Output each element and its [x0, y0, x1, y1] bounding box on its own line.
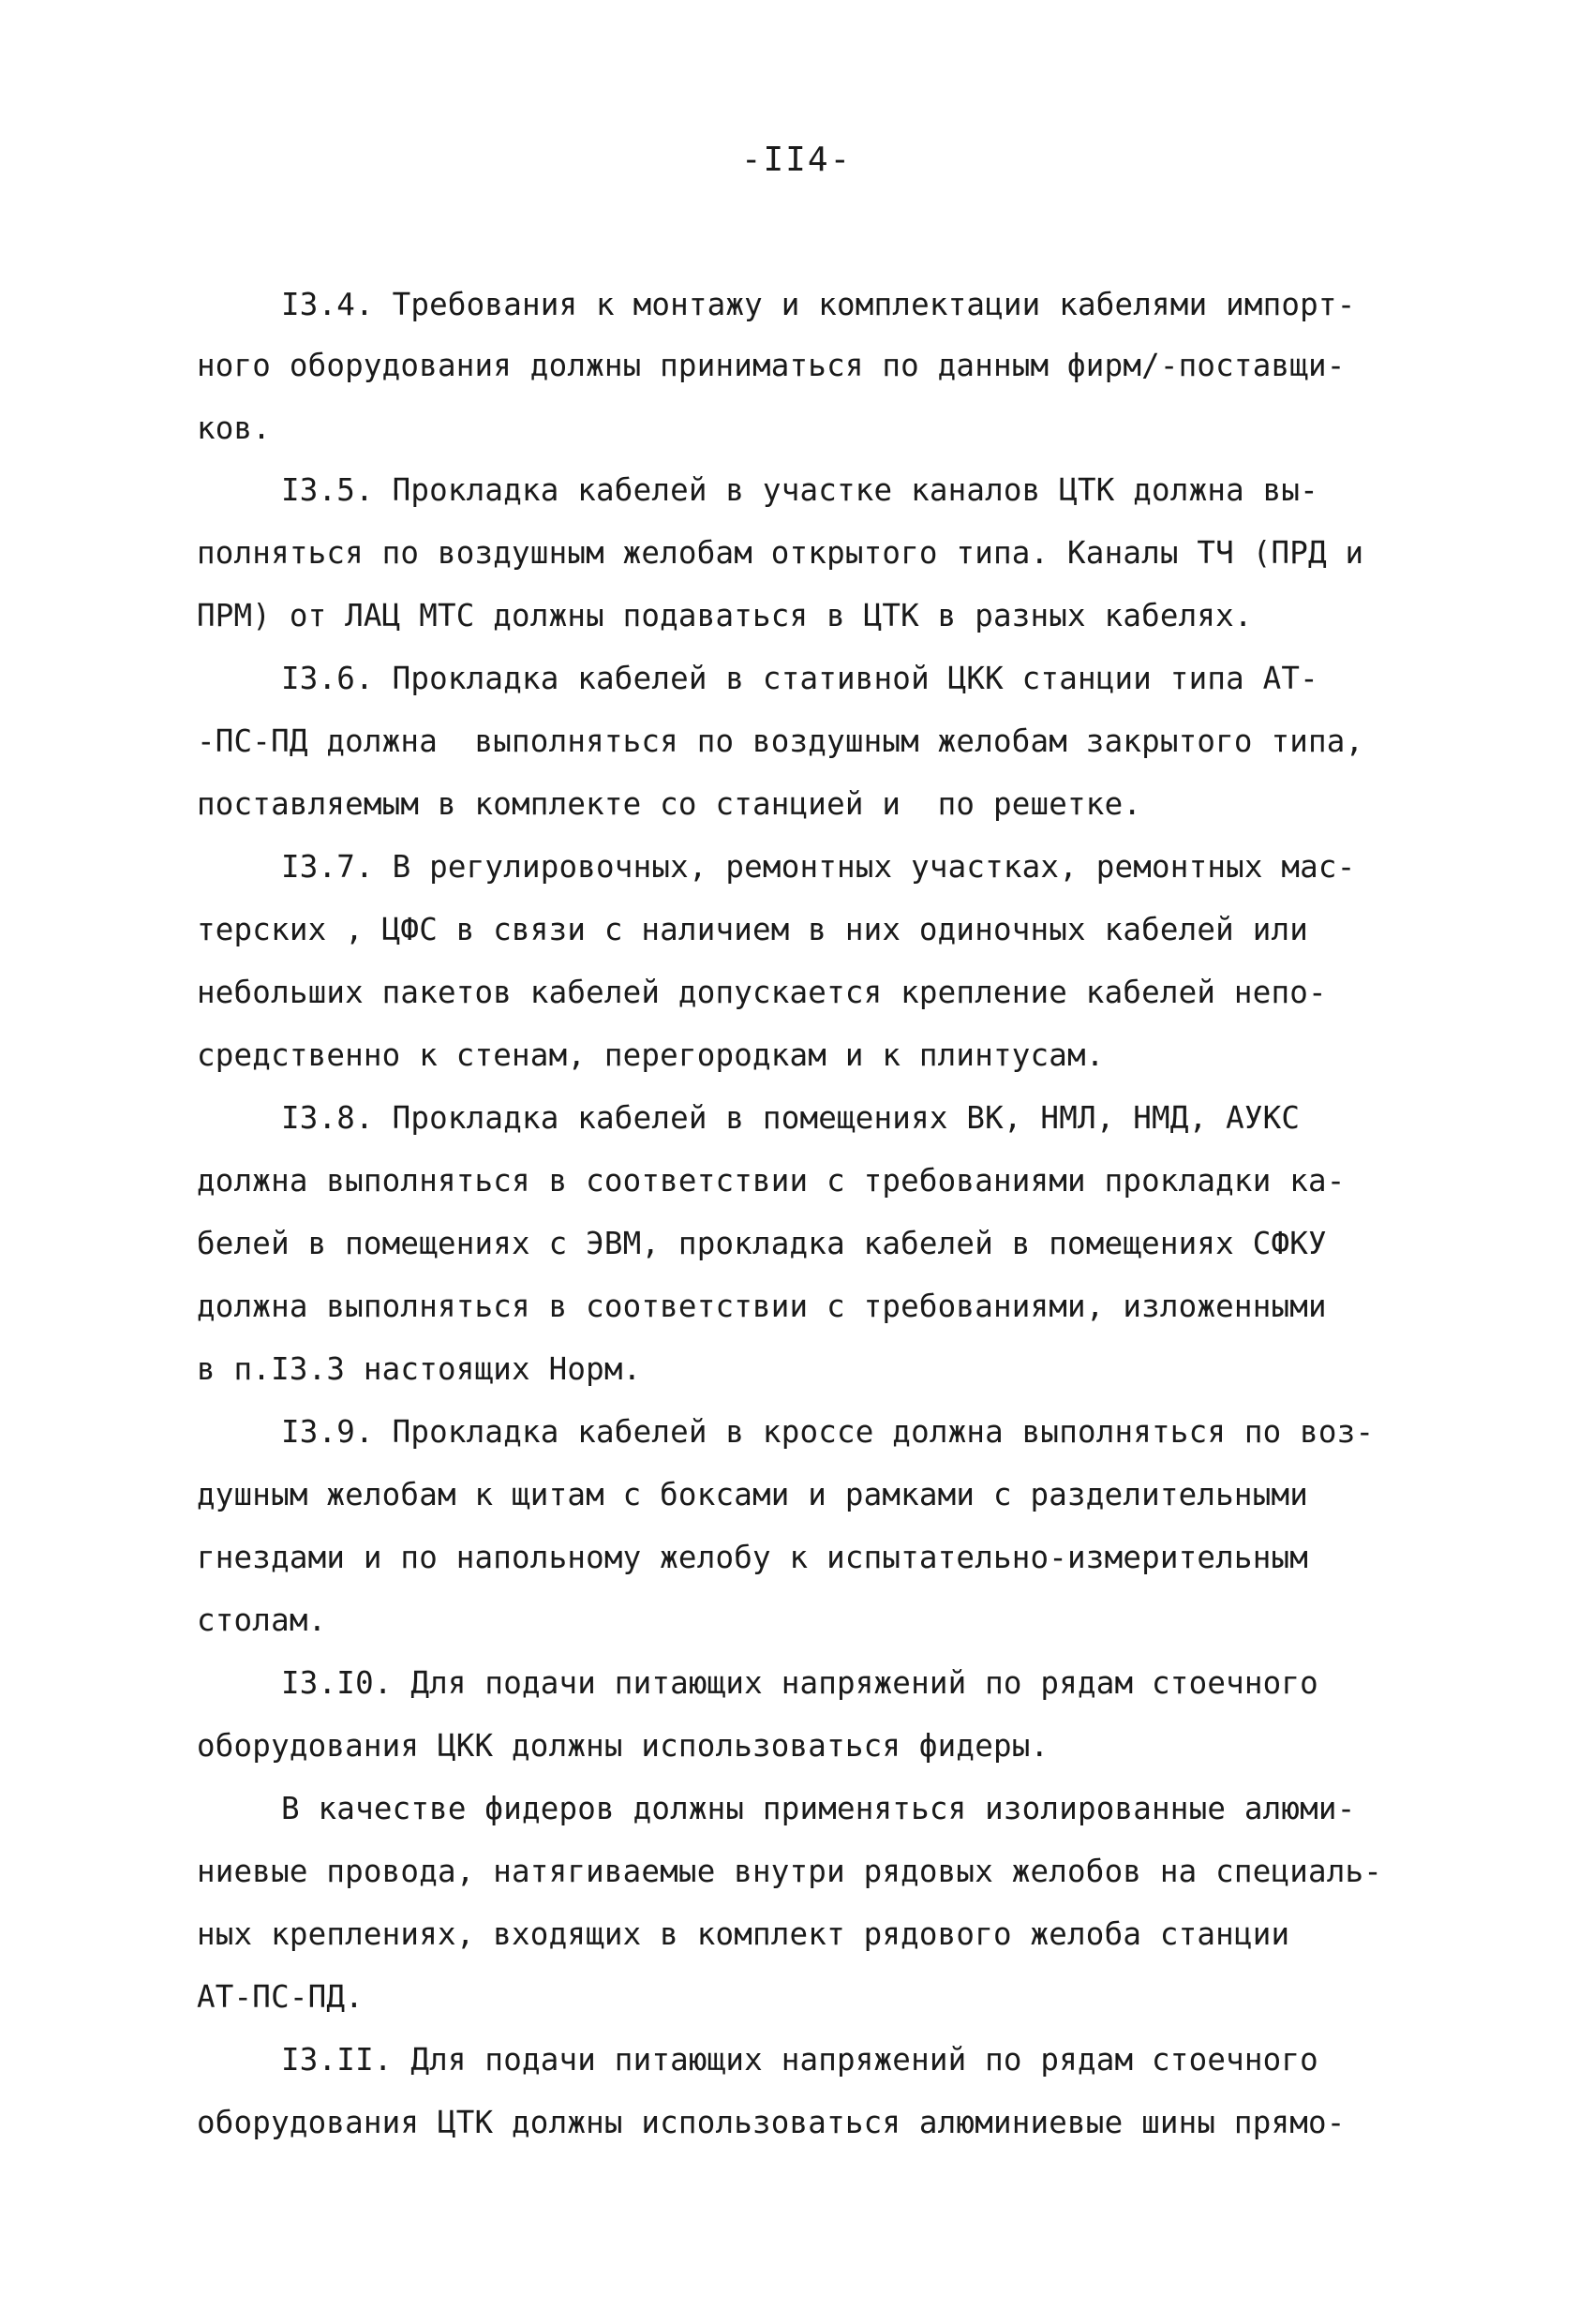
- text-line: ных креплениях, входящих в комплект рядового желоба станции: [197, 1916, 1290, 1952]
- text-line: ков.: [197, 410, 272, 446]
- text-line: гнездами и по напольному желобу к испытательно-измерительным: [197, 1540, 1308, 1575]
- page-number: -II4-: [740, 141, 853, 179]
- text-line: I3.5. Прокладка кабелей в участке каналов ЦТК должна вы-: [281, 472, 1318, 508]
- text-line: ного оборудования должны приниматься по данным фирм/-поставщи-: [197, 348, 1346, 383]
- text-line: -ПС-ПД должна выполняться по воздушным желобам закрытого типа,: [197, 723, 1364, 759]
- text-line: АТ-ПС-ПД.: [197, 1979, 364, 2015]
- text-line: средственно к стенам, перегородкам и к плинтусам.: [197, 1037, 1105, 1073]
- text-line: полняться по воздушным желобам открытого типа. Каналы ТЧ (ПРД и: [197, 535, 1364, 571]
- text-line: I3.I0. Для подачи питающих напряжений по рядам стоечного: [281, 1665, 1318, 1701]
- text-line: I3.9. Прокладка кабелей в кроссе должна выполняться по воз-: [281, 1414, 1375, 1450]
- text-line: должна выполняться в соответствии с требованиями прокладки ка-: [197, 1163, 1346, 1199]
- text-line: поставляемым в комплекте со станцией и по решетке.: [197, 786, 1142, 822]
- text-line: I3.8. Прокладка кабелей в помещениях ВК, НМЛ, НМД, АУКС: [281, 1100, 1301, 1136]
- text-line: I3.II. Для подачи питающих напряжений по рядам стоечного: [281, 2042, 1318, 2078]
- text-line: небольших пакетов кабелей допускается крепление кабелей непо-: [197, 975, 1327, 1010]
- text-line: ПРМ) от ЛАЦ МТС должны подаваться в ЦТК в разных кабелях.: [197, 598, 1253, 633]
- text-line: I3.4. Требования к монтажу и комплектации кабелями импорт-: [281, 287, 1356, 322]
- text-line: белей в помещениях с ЭВМ, прокладка кабелей в помещениях СФКУ: [197, 1226, 1327, 1261]
- text-line: оборудования ЦКК должны использоваться фидеры.: [197, 1728, 1050, 1764]
- text-line: в п.I3.3 настоящих Норм.: [197, 1351, 642, 1387]
- text-line: В качестве фидеров должны применяться изолированные алюми-: [281, 1791, 1356, 1826]
- text-line: душным желобам к щитам с боксами и рамками с разделительными: [197, 1477, 1308, 1512]
- text-line: терских , ЦФС в связи с наличием в них одиночных кабелей или: [197, 912, 1308, 947]
- text-line: оборудования ЦТК должны использоваться алюминиевые шины прямо-: [197, 2105, 1346, 2140]
- text-line: должна выполняться в соответствии с требованиями, изложенными: [197, 1289, 1327, 1324]
- text-line: I3.6. Прокладка кабелей в стативной ЦКК станции типа АТ-: [281, 661, 1318, 696]
- text-line: столам.: [197, 1602, 327, 1638]
- text-line: I3.7. В регулировочных, ремонтных участках, ремонтных мас-: [281, 849, 1356, 885]
- text-line: ниевые провода, натягиваемые внутри рядовых желобов на специаль-: [197, 1854, 1383, 1889]
